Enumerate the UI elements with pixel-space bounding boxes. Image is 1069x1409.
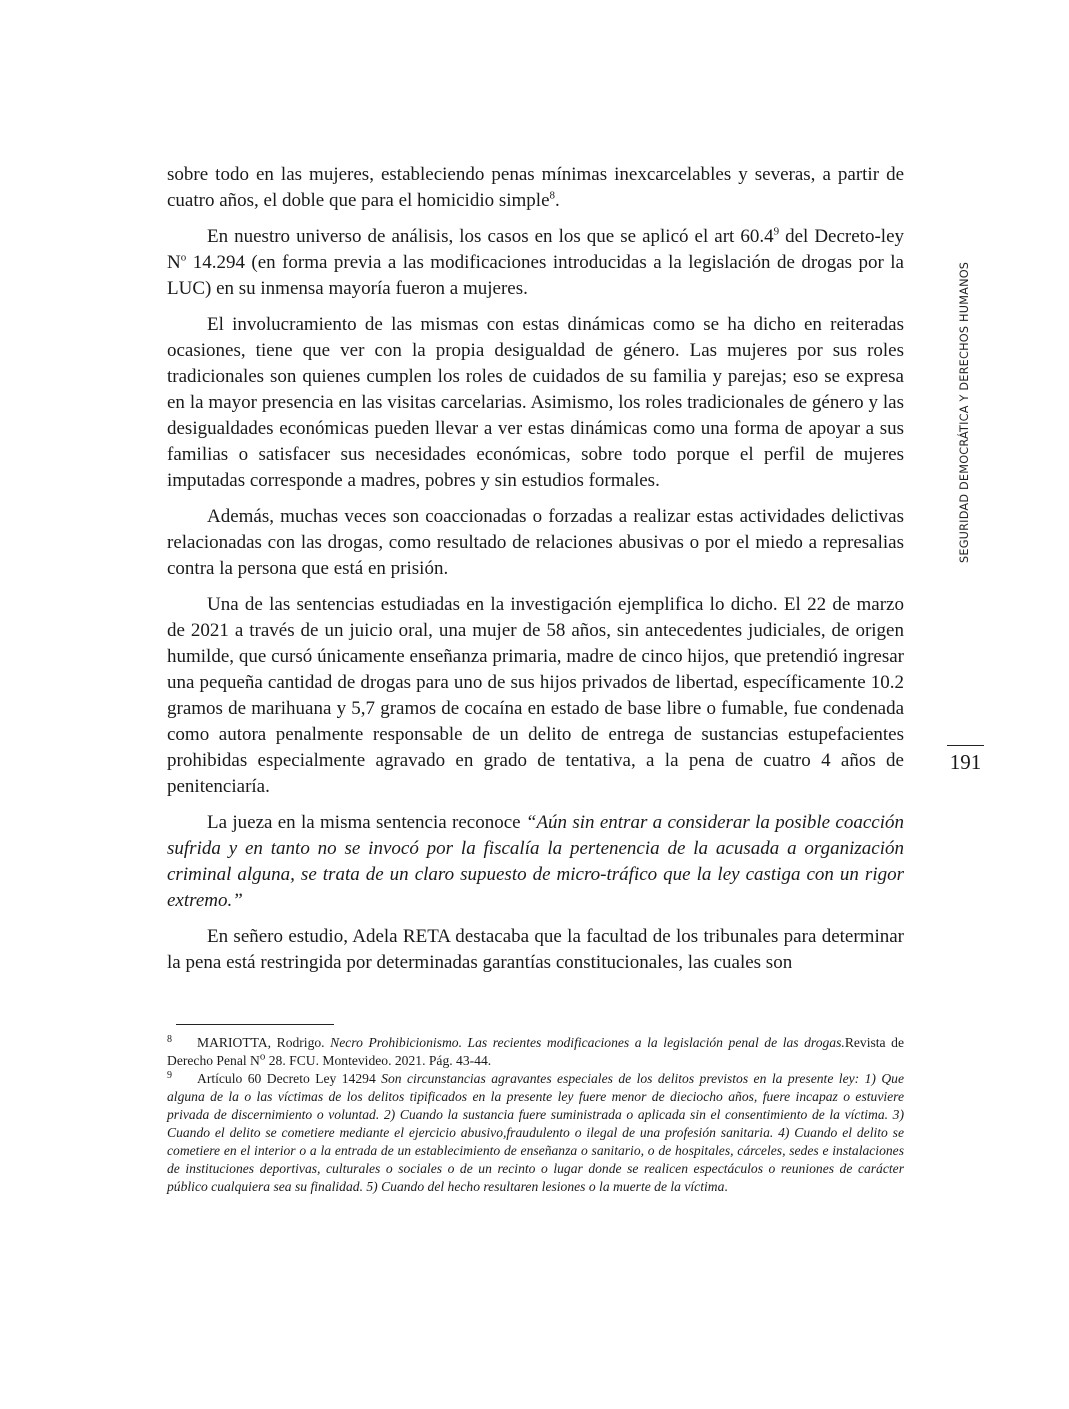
- footnote-number: 8: [167, 1034, 172, 1045]
- paragraph-3: El involucramiento de las mismas con estas dinámicas como se ha dicho en reiteradas ocasiones, tiene que ver con la propia desigualdad de género. Las mujeres por sus roles tradicionales son quienes cumplen los roles de cuidados de su familia y parejas; eso se expresa en la mayor presencia en las visitas carcelarias. Asimismo, los roles tradicionales de género y las desigualdades económicas pueden llevar a ver estas dinámicas como una forma de apoyar a sus familias o satisfacer sus necesidades económicas, sobre todo porque el perfil de mujeres imputadas corresponde a madres, pobres y sin estudios formales.: [167, 314, 904, 491]
- paragraph-1: [167, 162, 904, 214]
- paragraph-2-text-a: En nuestro universo de análisis, los casos en los que se aplicó el art 60.4: [207, 226, 774, 247]
- footnote-source: Revista de Derecho Penal N: [167, 1035, 904, 1068]
- page-number-rule: [947, 745, 984, 746]
- footnote-ref-8[interactable]: 8: [549, 189, 556, 202]
- numero-superscript: o: [180, 251, 187, 264]
- paragraph-2-text-c: 14.294 (en forma previa a las modificaciones introducidas a la legislación de drogas por la LUC) en su inmensa mayoría fueron a mujeres.: [167, 252, 904, 299]
- footnote-separator: [176, 1024, 334, 1025]
- sentence-quote: “Aún sin entrar a considerar la posible coacción sufrida y en tanto no se invocó por la fiscalía la pertenencia de la acusada a organización criminal alguna, se trata de un claro supuesto de micro-tráfico que la ley castiga con un rigor extremo.”: [167, 812, 904, 911]
- footnotes: [167, 1034, 904, 1196]
- footnote-9: [167, 1070, 904, 1196]
- paragraph-1-tail: .: [555, 190, 560, 211]
- paragraph-2-text-b: del Decreto-ley N: [167, 226, 904, 273]
- paragraph-1-text: sobre todo en las mujeres, estableciendo penas mínimas inexcarcelables y severas, a partir de cuatro años, el doble que para el homicidio simple: [167, 164, 904, 211]
- footnote-ref-9[interactable]: 9: [773, 225, 780, 238]
- footnote-tail: .: [724, 1179, 728, 1194]
- numero-superscript: o: [259, 1050, 266, 1063]
- footnote-author: MARIOTTA, Rodrigo.: [197, 1035, 331, 1050]
- paragraph-5: Una de las sentencias estudiadas en la investigación ejemplifica lo dicho. El 22 de marzo de 2021 a través de un juicio oral, una mujer de 58 años, sin antecedentes judiciales, de origen humilde, que cursó únicamente enseñanza primaria, madre de cinco hijos, que pretendió ingresar una pequeña cantidad de drogas para uno de sus hijos privados de libertad, específicamente 10.2 gramos de marihuana y 5,7 gramos de cocaína en estado de base libre o fumable, fue condenada como autora penalmente responsable de un delito de entrega de sustancias estupefacientes prohibidas especialmente agravado en grado de tentativa, a la pena de cuatro 4 años de penitenciaría.: [167, 594, 904, 797]
- page-number: 191: [949, 750, 982, 774]
- body-text: [167, 162, 904, 986]
- footnote-quote: Son circunstancias agravantes especiales de los delitos previstos en la presente ley: 1) Que alguna de la o las víctimas de los delitos tipificados en la presente ley fuere menor de dieciocho años, fuere incapaz o estuviere privada de discernimiento o voluntad. 2) Cuando la sustancia fuere suministrada o aplicada sin el consentimiento de la víctima. 3) Cuando el delito se cometiere mediante el ejercicio abusivo,fraudulento o ilegal de una profesión sanitaria. 4) Cuando el delito se cometiere en el interior o a la entrada de un establecimiento de enseñanza o sanitario, o de hospitales, cárceles, sedes e instalaciones de instituciones deportivas, culturales o sociales o de un recinto o lugar donde se realicen espectáculos o reuniones de carácter público cualquiera sea su finalidad. 5) Cuando del hecho resultaren lesiones o la muerte de la víctima: [167, 1071, 904, 1194]
- footnote-lead: Artículo 60 Decreto Ley 14294: [197, 1071, 382, 1086]
- paragraph-4: Además, muchas veces son coaccionadas o forzadas a realizar estas actividades delictivas relacionadas con las drogas, como resultado de relaciones abusivas o por el miedo a represalias contra la persona que está en prisión.: [167, 506, 904, 579]
- paragraph-6-lead: La jueza en la misma sentencia reconoce: [207, 812, 526, 833]
- paragraph-7: En señero estudio, Adela RETA destacaba que la facultad de los tribunales para determinar la pena está restringida por determinadas garantías constitucionales, las cuales son: [167, 926, 904, 973]
- footnote-number: 9: [167, 1070, 172, 1081]
- footnote-source-tail: 28. FCU. Montevideo. 2021. Pág. 43-44.: [265, 1053, 492, 1068]
- footnote-8: [167, 1034, 904, 1070]
- paragraph-2: [167, 224, 904, 302]
- footnote-title: Necro Prohibicionismo. Las recientes modificaciones a la legislación penal de las drogas.: [330, 1035, 845, 1050]
- running-head-vertical: SEGURIDAD DEMOCRÁTICA Y DERECHOS HUMANOS: [958, 261, 971, 563]
- paragraph-6: [167, 810, 904, 914]
